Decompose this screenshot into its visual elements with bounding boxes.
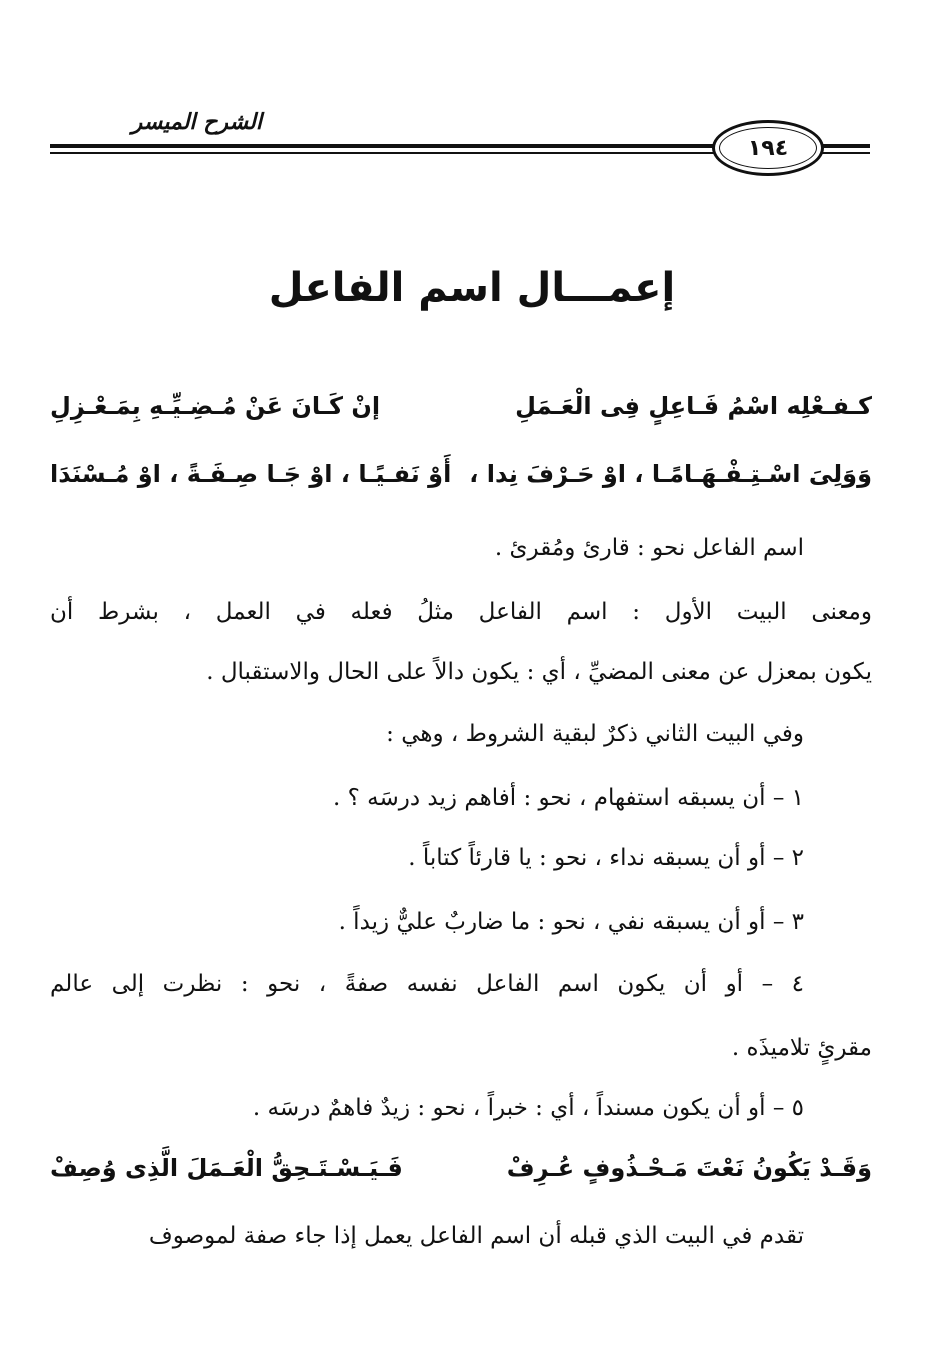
condition-5: ٥ – أو أن يكون مسنداً ، أي : خبراً ، نحو : زيدٌ فاهمٌ درسَه .: [252, 1095, 804, 1121]
definition-line: اسم الفاعل نحو : قارئ ومُقرئ .: [494, 535, 804, 561]
condition-4-text: ٤ – أو أن يكون اسم الفاعل نفسه صفةً ، نحو : نظرت إلى عالم: [50, 971, 804, 997]
condition-1: ١ – أن يسبقه استفهام ، نحو : أفاهم زيد درسَه ؟ .: [333, 785, 804, 811]
condition-4-line-2: مقرئٍ تلاميذَه .: [731, 1035, 872, 1061]
running-title: الشرح الميسر: [131, 110, 262, 135]
verse-1-second-hemistich: إنْ كَـانَ عَنْ مُـضِـيِّـهِ بِمَـعْـزِلِ: [50, 392, 381, 420]
page-number-frame: [712, 120, 824, 176]
condition-2: ٢ – أو أن يسبقه نداء ، نحو : يا قارئاً كتاباً .: [408, 845, 804, 871]
condition-3: ٣ – أو أن يسبقه نفي ، نحو : ما ضاربٌ عليٌّ زيداً .: [338, 909, 804, 935]
chapter-title: إعمـــال اسم الفاعل: [268, 265, 676, 311]
condition-4-line-1: [50, 966, 872, 1002]
meaning-line-2: يكون بمعزل عن معنى المضيِّ ، أي : يكون دالاً على الحال والاستقبال .: [206, 659, 872, 685]
page-header: [50, 100, 870, 190]
closing-line: تقدم في البيت الذي قبله أن اسم الفاعل يعمل إذا جاء صفة لموصوف: [148, 1223, 804, 1249]
meaning-line-1: ومعنى البيت الأول : اسم الفاعل مثلُ فعله في العمل ، بشرط أن: [50, 599, 872, 625]
verse-2-first-hemistich: وَوَلِىَ اسْـتِـفْـهَـامًـا ، اوْ حَـرْفَ نِدا ،: [469, 460, 872, 488]
verse-3-second-hemistich: فَـيَـسْـتَـحِقُّ الْعَـمَلَ الَّذِى وُصِفْ: [50, 1154, 403, 1182]
verse-1-first-hemistich: كـفـعْلِه اسْمُ فَـاعِلٍ فِى الْعَـمَلِ: [515, 392, 872, 420]
second-verse-intro: وفي البيت الثاني ذكرٌ لبقية الشروط ، وهي :: [386, 721, 804, 747]
verse-2-second-hemistich: أَوْ نَفـيًـا ، اوْ جَـا صِـفَـةً ، اوْ مُـسْنَدَا: [50, 460, 452, 488]
verse-3-first-hemistich: وَقَـدْ يَكُونُ نَعْتَ مَـحْـذُوفٍ عُـرِفْ: [506, 1154, 872, 1182]
page-number: ١٩٤: [747, 135, 789, 161]
